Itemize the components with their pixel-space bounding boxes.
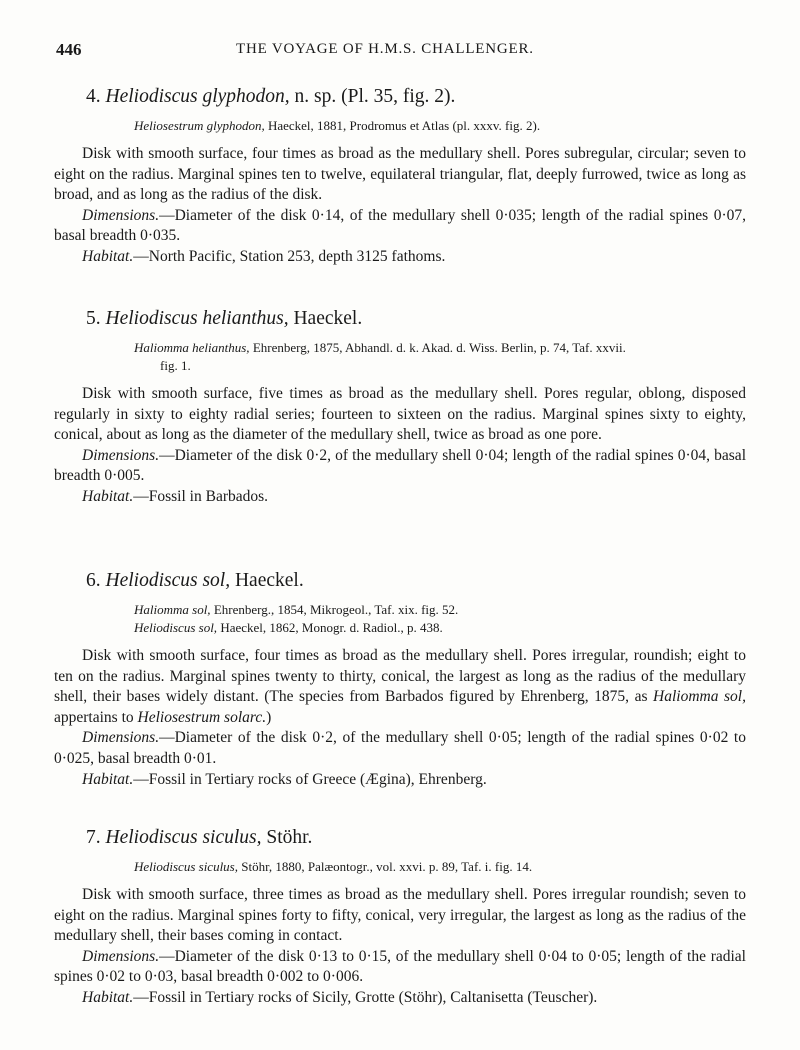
synonym: Haliomma sol, Ehrenberg., 1854, Mikrogeol., Taf. xix. fig. 52.: [134, 602, 459, 617]
dimensions: Dimensions.—Diameter of the disk 0·13 to 0·15, of the medullary shell 0·04 to 0·05; length of the radial spines 0·02 to 0·03, basal breadth 0·002 to 0·006.: [54, 947, 746, 986]
habitat: Habitat.—Fossil in Tertiary rocks of Greece (Ægina), Ehrenberg.: [82, 770, 487, 788]
dimensions: Dimensions.—Diameter of the disk 0·14, of the medullary shell 0·035; length of the radial spines 0·07, basal breadth 0·035.: [54, 206, 746, 245]
synonym: Heliosestrum glyphodon, Haeckel, 1881, Prodromus et Atlas (pl. xxxv. fig. 2).: [134, 118, 541, 133]
page-number: 446: [56, 40, 82, 59]
species-title: 6. Heliodiscus sol, Haeckel.: [86, 570, 304, 591]
species-entry-5: [54, 306, 746, 508]
dimensions: Dimensions.—Diameter of the disk 0·2, of the medullary shell 0·04; length of the radial spines 0·04, basal breadth 0·005.: [54, 446, 746, 485]
description: Disk with smooth surface, five times as broad as the medullary shell. Pores regular, oblong, disposed regularly in sixty to eighty radial series; fourteen to sixteen on the radius. Marginal spines sixty to eighty, conical, about as long as the diameter of the medullary shell, twice as broad as one pore.: [54, 385, 746, 444]
dimensions: Dimensions.—Diameter of the disk 0·2, of the medullary shell 0·05; length of the radial spines 0·02 to 0·025, basal breadth 0·01.: [54, 729, 746, 767]
species-author: n. sp. (Pl. 35, fig. 2).: [294, 86, 456, 107]
description: Disk with smooth surface, three times as broad as the medullary shell. Pores irregular roundish; seven to eight on the radius. Marginal spines forty to fifty, conical, very irregular, the largest as long as the radius of the medullary shell, their bases coming in contact.: [54, 886, 746, 945]
habitat: Habitat.—North Pacific, Station 253, depth 3125 fathoms.: [82, 247, 446, 265]
habitat: Habitat.—Fossil in Tertiary rocks of Sicily, Grotte (Stöhr), Caltanisetta (Teuscher).: [82, 988, 598, 1006]
species-name: Heliodiscus glyphodon,: [105, 86, 290, 107]
running-title: THE VOYAGE OF H.M.S. CHALLENGER.: [236, 41, 534, 57]
species-author: Stöhr.: [266, 827, 313, 848]
habitat: Habitat.—Fossil in Barbados.: [82, 487, 269, 505]
synonym: Heliodiscus siculus, Stöhr, 1880, Palæontogr., vol. xxvi. p. 89, Taf. i. fig. 14.: [134, 859, 533, 874]
species-name: Heliodiscus helianthus,: [105, 308, 289, 329]
species-author: Haeckel.: [234, 570, 304, 591]
species-name: Heliodiscus siculus,: [105, 827, 262, 848]
description: Disk with smooth surface, four times as broad as the medullary shell. Pores irregular, roundish; eight to ten on the radius. Marginal spines twenty to thirty, conical, the largest as long as the radius of the medullary shell, their bases widely distant. (The species from Barbados figured by Ehrenberg, 1875, as Haliomma sol, appertains to Heliosestrum solarc.): [54, 647, 746, 726]
species-entry-4: [54, 84, 746, 268]
synonym: Haliomma helianthus, Ehrenberg, 1875, Abhandl. d. k. Akad. d. Wiss. Berlin, p. 74, Taf. xxvii. fig. 1.: [134, 340, 626, 373]
description: Disk with smooth surface, four times as broad as the medullary shell. Pores subregular, circular; seven to eight on the radius. Marginal spines ten to twelve, equilateral triangular, flat, deeply furrowed, twice as long as broad, and as long as the radius of the disk.: [54, 145, 746, 204]
species-title: 7. Heliodiscus siculus, Stöhr.: [86, 827, 313, 848]
species-title: 5. Heliodiscus helianthus, Haeckel.: [86, 308, 363, 329]
species-title: 4. Heliodiscus glyphodon, n. sp. (Pl. 35, fig. 2).: [86, 86, 456, 107]
species-entry-7: [54, 825, 746, 1009]
synonym: Heliodiscus sol, Haeckel, 1862, Monogr. d. Radiol., p. 438.: [134, 620, 443, 635]
species-author: Haeckel.: [293, 308, 363, 329]
species-name: Heliodiscus sol,: [105, 570, 231, 591]
page-header: [56, 40, 756, 64]
species-entry-6: [54, 568, 746, 790]
